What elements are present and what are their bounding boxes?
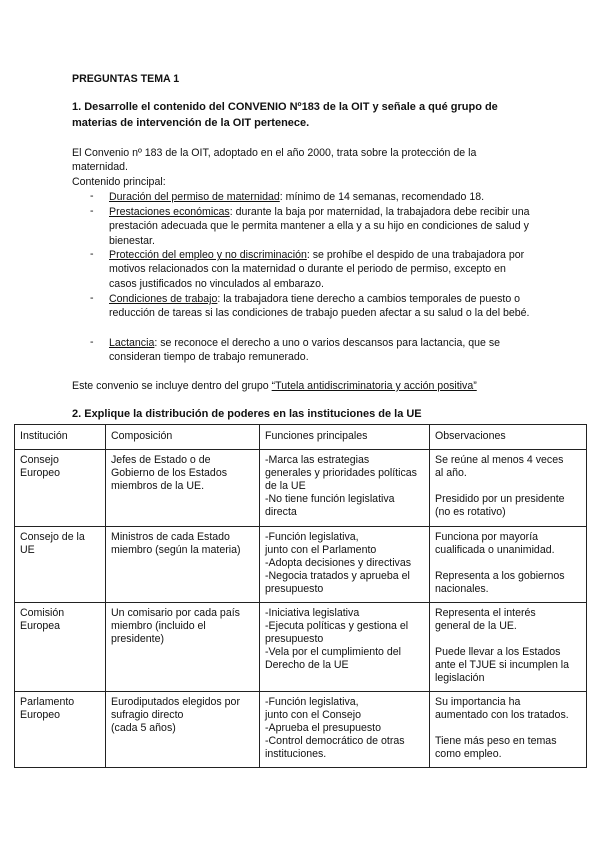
cell-observaciones-line: cualificada o unanimidad. (435, 544, 555, 556)
cell-institucion (15, 603, 106, 692)
cell-institucion-line: Europea (20, 620, 61, 632)
cell-funciones-line: -Iniciativa legislativa (265, 607, 360, 619)
cell-funciones-line: -Control democrático de otras (265, 735, 405, 747)
cell-observaciones-line: Puede llevar a los Estados (435, 646, 561, 658)
cell-observaciones (430, 603, 587, 692)
cell-funciones-line: generales y prioridades políticas (265, 467, 417, 479)
bullet-dash: - (90, 292, 94, 304)
q1-heading-line1: 1. Desarrolle el contenido del CONVENIO Nº183 de la OIT y señale a qué grupo de (72, 101, 498, 113)
cell-composicion (106, 450, 260, 527)
q2-heading: 2. Explique la distribución de poderes en las instituciones de la UE (72, 408, 422, 420)
header-institucion: Institución (15, 425, 106, 450)
paragraph-gap (435, 480, 581, 493)
cell-institucion-line: Comisión (20, 607, 65, 619)
cell-observaciones-line: al año. (435, 467, 467, 479)
cell-funciones-line: -No tiene función legislativa (265, 493, 395, 505)
cell-funciones (260, 450, 430, 527)
table-row (15, 692, 587, 768)
table-row (15, 603, 587, 692)
table-row (15, 527, 587, 603)
cell-observaciones-line: (no es rotativo) (435, 506, 506, 518)
list-item (109, 190, 534, 204)
cell-observaciones-line: Representa el interés (435, 607, 536, 619)
cell-observaciones (430, 692, 587, 768)
cell-funciones-line: junto con el Parlamento (265, 544, 377, 556)
bullet-term: Prestaciones económicas (109, 206, 230, 218)
cell-institucion-line: Consejo (20, 454, 59, 466)
header-observaciones: Observaciones (430, 425, 587, 450)
cell-observaciones-line: Representa a los gobiernos (435, 570, 565, 582)
cell-observaciones-line: Tiene más peso en temas (435, 735, 557, 747)
q1-content-label: Contenido principal: (72, 176, 166, 188)
cell-observaciones (430, 527, 587, 603)
cell-composicion-line: Jefes de Estado o de (111, 454, 211, 466)
cell-funciones-line: -Función legislativa, (265, 696, 359, 708)
cell-funciones-line: -Función legislativa, (265, 531, 359, 543)
cell-institucion-line: UE (20, 544, 35, 556)
bullet-dash: - (90, 336, 94, 348)
cell-observaciones (430, 450, 587, 527)
cell-funciones-line: -Ejecuta políticas y gestiona el (265, 620, 409, 632)
paragraph-gap (435, 722, 581, 735)
cell-institucion (15, 692, 106, 768)
q1-intro-line2: maternidad. (72, 161, 128, 173)
cell-observaciones-line: Se reúne al menos 4 veces (435, 454, 564, 466)
cell-composicion (106, 692, 260, 768)
cell-observaciones-line: Presidido por un presidente (435, 493, 565, 505)
cell-funciones-line: -Negocia tratados y aprueba el (265, 570, 410, 582)
cell-institucion-line: Consejo de la (20, 531, 85, 543)
doc-title: PREGUNTAS TEMA 1 (72, 73, 180, 85)
group-name: “Tutela antidiscriminatoria y acción positiva” (271, 380, 477, 392)
header-composicion: Composición (106, 425, 260, 450)
cell-funciones (260, 527, 430, 603)
bullet-dash: - (90, 248, 94, 260)
cell-composicion-line: Eurodiputados elegidos por (111, 696, 240, 708)
cell-institucion-line: Europeo (20, 709, 61, 721)
cell-composicion (106, 527, 260, 603)
cell-observaciones-line: como empleo. (435, 748, 502, 760)
cell-composicion-line: Un comisario por cada país (111, 607, 240, 619)
cell-composicion-line: sufragio directo (111, 709, 184, 721)
paragraph-gap (435, 633, 581, 646)
bullet-term: Protección del empleo y no discriminación (109, 249, 307, 261)
cell-funciones-line: instituciones. (265, 748, 327, 760)
cell-funciones-line: Derecho de la UE (265, 659, 349, 671)
list-item (109, 205, 534, 248)
cell-composicion (106, 603, 260, 692)
cell-composicion-line: miembro (incluido el (111, 620, 206, 632)
cell-institucion (15, 527, 106, 603)
bullet-term: Lactancia (109, 337, 155, 349)
bullet-text: : la trabajadora tiene derecho a cambios temporales de puesto o reducción de tareas si las condiciones de trabajo pueden afectar a su salud o la del bebé. (109, 293, 530, 320)
cell-composicion-line: (cada 5 años) (111, 722, 176, 734)
eu-institutions-table (14, 424, 587, 768)
cell-funciones-line: presupuesto (265, 583, 324, 595)
cell-institucion-line: Parlamento (20, 696, 75, 708)
cell-observaciones-line: legislación (435, 672, 485, 684)
cell-funciones-line: junto con el Consejo (265, 709, 361, 721)
cell-composicion-line: Gobierno de los Estados (111, 467, 228, 479)
cell-funciones (260, 603, 430, 692)
bullet-text: : se prohíbe el despido de una trabajadora por motivos relacionados con la maternidad o durante el periodo de permiso, excepto en casos justificados no vinculados al embarazo. (109, 249, 525, 290)
cell-institucion (15, 450, 106, 527)
cell-funciones (260, 692, 430, 768)
cell-funciones-line: directa (265, 506, 297, 518)
cell-observaciones-line: aumentado con los tratados. (435, 709, 569, 721)
cell-composicion-line: miembro (según la materia) (111, 544, 241, 556)
cell-observaciones-line: Su importancia ha (435, 696, 521, 708)
cell-observaciones-line: general de la UE. (435, 620, 517, 632)
bullet-dash: - (90, 190, 94, 202)
bullet-text: : durante la baja por maternidad, la trabajadora debe recibir una prestación adecuada que le permita mantener a ella y a su hijo en condiciones de salud y bienestar. (109, 206, 530, 247)
bullet-term: Duración del permiso de maternidad (109, 191, 280, 203)
table-header-row (15, 425, 587, 450)
cell-funciones-line: -Vela por el cumplimiento del (265, 646, 402, 658)
bullet-text: : se reconoce el derecho a uno o varios descansos para lactancia, que se consideran tiempo de trabajo remunerado. (109, 337, 501, 364)
group-prefix: Este convenio se incluye dentro del grupo (72, 380, 272, 392)
q1-heading-line2: materias de intervención de la OIT pertenece. (72, 117, 310, 129)
cell-institucion-line: Europeo (20, 467, 61, 479)
list-item (109, 248, 534, 291)
q1-group-sentence (72, 380, 477, 393)
cell-composicion-line: miembros de la UE. (111, 480, 205, 492)
cell-composicion-line: Ministros de cada Estado (111, 531, 230, 543)
q1-intro-line1: El Convenio nº 183 de la OIT, adoptado en el año 2000, trata sobre la protección de la (72, 147, 477, 159)
cell-funciones-line: de la UE (265, 480, 306, 492)
cell-funciones-line: -Adopta decisiones y directivas (265, 557, 412, 569)
bullet-text: : mínimo de 14 semanas, recomendado 18. (279, 191, 485, 203)
bullet-term: Condiciones de trabajo (109, 293, 218, 305)
cell-funciones-line: -Aprueba el presupuesto (265, 722, 382, 734)
header-funciones: Funciones principales (260, 425, 430, 450)
cell-funciones-line: presupuesto (265, 633, 324, 645)
bullet-dash: - (90, 205, 94, 217)
table-row (15, 450, 587, 527)
cell-funciones-line: -Marca las estrategias (265, 454, 370, 466)
list-item (109, 292, 534, 321)
cell-observaciones-line: Funciona por mayoría (435, 531, 539, 543)
cell-observaciones-line: ante el TJUE si incumplen la (435, 659, 570, 671)
list-item (109, 336, 534, 365)
cell-composicion-line: presidente) (111, 633, 164, 645)
cell-observaciones-line: nacionales. (435, 583, 489, 595)
paragraph-gap (435, 557, 581, 570)
